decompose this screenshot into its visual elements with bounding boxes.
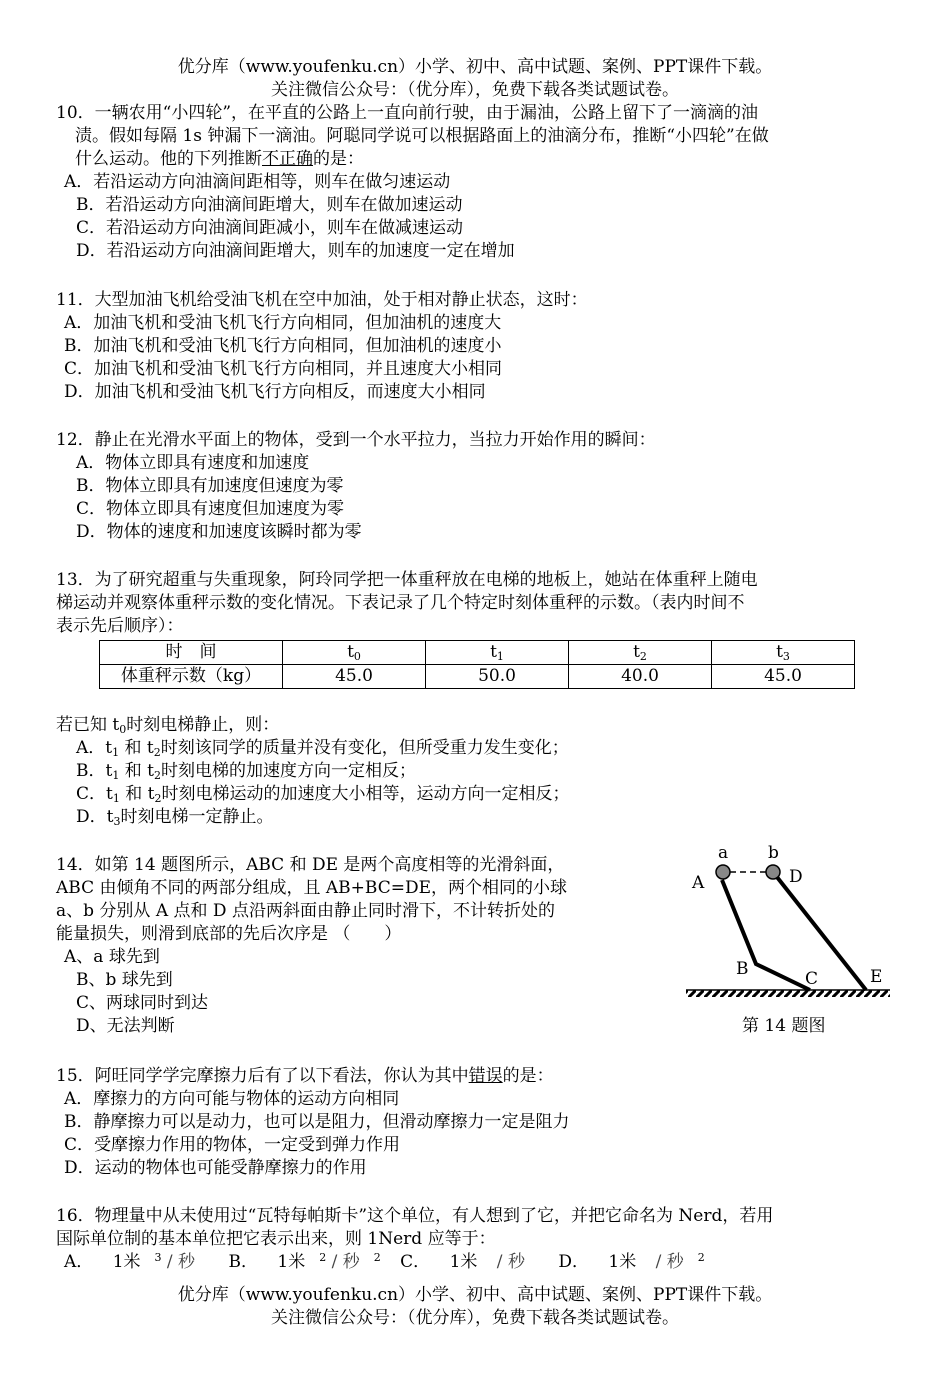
q14-stem-line2: ABC 由倾角不同的两部分组成，且 AB+BC=DE，两个相同的小球 [56, 878, 568, 898]
q13-cond-sub: 0 [119, 723, 127, 736]
t-letter: t [105, 761, 113, 781]
q16-option-a [64, 1252, 209, 1272]
opt-value: 1米 [449, 1252, 478, 1272]
label-b: b [768, 843, 779, 863]
opt-label: B． [76, 761, 106, 781]
question-12-stem: 12．静止在光滑水平面上的物体，受到一个水平拉力，当拉力开始作用的瞬间： [56, 430, 656, 450]
q15-emphasis: 错误 [468, 1066, 503, 1086]
opt-value: 1米 [608, 1252, 637, 1272]
q13-stem-line1: 13．为了研究超重与失重现象，阿玲同学把一体重秤放在电梯的地板上，她站在体重秤上随电 [56, 570, 758, 590]
t-sub: 0 [353, 650, 361, 663]
q11-option-a: A．加油飞机和受油飞机飞行方向相同，但加油机的速度大 [64, 313, 502, 333]
question-11-stem: 11．大型加油飞机给受油飞机在空中加油，处于相对静止状态，这时： [56, 290, 588, 310]
question-16 [56, 1205, 896, 1274]
q16-stem-line1: 16．物理量中从未使用过“瓦特每帕斯卡”这个单位，有人想到了它，并把它命名为 Nerd，若用 [56, 1206, 774, 1226]
t-sub: 2 [154, 792, 162, 805]
q10-stem-text: 什么运动。他的下列推断 [75, 149, 262, 169]
t-sub: 2 [153, 746, 161, 759]
t-letter: t [105, 738, 113, 758]
q14-stem-line3: a、b 分别从 A 点和 D 点沿两斜面由静止同时滑下，不计转折处的 [56, 901, 555, 921]
opt-label: C． [400, 1252, 431, 1272]
table-row-reading [100, 665, 855, 689]
q12-option-d: D．物体的速度和加速度该瞬时都为零 [76, 522, 362, 542]
q10-emphasis: 不正确 [262, 149, 313, 169]
t-sub: 3 [782, 650, 790, 663]
opt-value: 1米 [277, 1252, 306, 1272]
page-footer-line1: 优分库（www.youfenku.cn）小学、初中、高中试题、案例、PPT课件下载。 [177, 1285, 773, 1305]
ball-b [766, 865, 780, 879]
q11-option-c: C．加油飞机和受油飞机飞行方向相同，并且速度大小相同 [64, 359, 503, 379]
ground-hatch [686, 990, 890, 997]
q10-stem-line3 [56, 148, 896, 171]
t-letter: t [633, 642, 640, 662]
opt-unit: / 秒 [161, 1252, 196, 1272]
opt-label: C． [76, 784, 107, 804]
question-12 [56, 429, 896, 544]
q14-stem-line1: 14．如第 14 题图所示，ABC 和 DE 是两个高度相等的光滑斜面， [56, 855, 565, 875]
t-sub: 1 [112, 746, 120, 759]
opt-value: 1米 [112, 1252, 141, 1272]
t-letter: t [490, 642, 497, 662]
table-header-t0 [283, 641, 426, 665]
q10-stem-text-end: 的是： [313, 149, 364, 169]
q14-option-a: A、a 球先到 [64, 947, 160, 967]
table-header-t2 [569, 641, 712, 665]
opt-exponent: 2 [697, 1251, 705, 1264]
table-cell-t1: 50.0 [426, 665, 569, 689]
q10-option-b: B．若沿运动方向油滴间距增大，则车在做加速运动 [76, 195, 463, 215]
t-sub: 2 [153, 769, 161, 782]
label-B: B [736, 959, 749, 979]
q15-option-d: D．运动的物体也可能受静摩擦力的作用 [64, 1158, 367, 1178]
q11-option-b: B．加油飞机和受油飞机飞行方向相同，但加油机的速度小 [64, 336, 502, 356]
label-C: C [805, 969, 819, 989]
q10-stem-line2: 渍。假如每隔 1s 钟漏下一滴油。阿聪同学说可以根据路面上的油滴分布，推断“小四轮”在做 [75, 126, 769, 146]
q13-option-a [56, 737, 896, 760]
q15-stem-text: 15．阿旺同学学完摩擦力后有了以下看法，你认为其中 [56, 1066, 469, 1086]
q13-cond-text-end: 时刻电梯静止，则： [126, 715, 280, 735]
opt-label: B． [228, 1252, 258, 1272]
opt-text: 时刻电梯运动的加速度大小相等，运动方向一定相反； [161, 784, 570, 804]
opt-exponent: 2 [373, 1251, 381, 1264]
scale-reading-table [99, 640, 855, 689]
q14-option-c: C、两球同时到达 [76, 993, 209, 1013]
q16-option-b [228, 1252, 380, 1272]
t-sub: 2 [639, 650, 647, 663]
t-sub: 1 [112, 792, 120, 805]
q13-option-c [56, 783, 896, 806]
table-label-reading: 体重秤示数（kg） [100, 665, 283, 689]
figure-caption: 第 14 题图 [742, 1016, 826, 1036]
and-text: 和 t [119, 761, 154, 781]
t-sub: 1 [112, 769, 120, 782]
q13-option-d [56, 806, 896, 829]
q14-stem-line4: 能量损失，则滑到底部的先后次序是 （ ） [56, 924, 402, 944]
t-sub: 1 [496, 650, 504, 663]
t-letter: t [776, 642, 783, 662]
q16-options [56, 1251, 896, 1274]
opt-label: D． [76, 807, 107, 827]
label-D: D [789, 867, 803, 887]
q13-stem-line2: 梯运动并观察体重秤示数的变化情况。下表记录了几个特定时刻体重秤的示数。（表内时间不 [56, 593, 745, 613]
opt-unit: / 秒 [491, 1252, 525, 1272]
opt-unit: / 秒 [326, 1252, 360, 1272]
q15-option-b: B．静摩擦力可以是动力，也可以是阻力，但滑动摩擦力一定是阻力 [64, 1112, 570, 1132]
t-letter: t [347, 642, 354, 662]
q12-option-c: C．物体立即具有速度但加速度为零 [76, 499, 345, 519]
q15-stem-text-end: 的是： [502, 1066, 554, 1086]
q11-option-d: D．加油飞机和受油飞机飞行方向相反，而速度大小相同 [64, 382, 486, 402]
opt-text: 时刻该同学的质量并没有变化，但所受重力发生变化； [160, 738, 569, 758]
t-sub: 3 [113, 815, 121, 828]
question-13-stem [56, 569, 896, 638]
question-15-stem [56, 1065, 896, 1088]
q16-stem-line2: 国际单位制的基本单位把它表示出来，则 1Nerd 应等于： [56, 1229, 496, 1249]
q13-option-b [56, 760, 896, 783]
q16-option-c [400, 1252, 539, 1272]
opt-text: 时刻电梯的加速度方向一定相反； [160, 761, 416, 781]
page-header-line1: 优分库（www.youfenku.cn）小学、初中、高中试题、案例、PPT课件下载。 [177, 57, 773, 77]
question-14 [56, 854, 656, 1038]
page-header-line2: 关注微信公众号：（优分库），免费下载各类试题试卷。 [271, 80, 679, 100]
and-text: 和 t [119, 738, 154, 758]
opt-unit: / 秒 [650, 1252, 684, 1272]
table-row-time [100, 641, 855, 665]
q13-cond-text: 若已知 t [56, 715, 120, 735]
q14-option-d: D、无法判断 [76, 1016, 175, 1036]
label-a: a [718, 843, 729, 863]
opt-label: A． [64, 1252, 94, 1272]
t-letter: t [106, 784, 113, 804]
q15-option-c: C．受摩擦力作用的物体，一定受到弹力作用 [64, 1135, 401, 1155]
q10-option-a: A．若沿运动方向油滴间距相等，则车在做匀速运动 [64, 172, 451, 192]
question-10-stem [56, 102, 896, 171]
opt-text: 时刻电梯一定静止。 [120, 807, 274, 827]
opt-exponent: 3 [154, 1251, 162, 1264]
table-cell-t0: 45.0 [283, 665, 426, 689]
q16-option-d [558, 1252, 704, 1272]
question-10 [56, 102, 896, 263]
q12-option-a: A．物体立即具有速度和加速度 [76, 453, 310, 473]
opt-label: D． [558, 1252, 589, 1272]
q10-option-c: C．若沿运动方向油滴间距减小，则车在做减速运动 [76, 218, 464, 238]
incline-de [773, 872, 866, 990]
t-letter: t [106, 807, 114, 827]
table-cell-t3: 45.0 [712, 665, 855, 689]
q10-option-d: D．若沿运动方向油滴间距增大，则车的加速度一定在增加 [76, 241, 515, 261]
question-13-condition [56, 714, 896, 829]
table-header-time: 时 间 [100, 641, 283, 665]
q13-stem-line3: 表示先后顺序）： [56, 616, 184, 636]
q14-option-b: B、b 球先到 [76, 970, 173, 990]
opt-label: A． [76, 738, 106, 758]
label-A: A [692, 873, 705, 893]
question-11 [56, 289, 896, 404]
q13-condition-line [56, 714, 896, 737]
question-15 [56, 1065, 896, 1180]
table-header-t1 [426, 641, 569, 665]
table-cell-t2: 40.0 [569, 665, 712, 689]
q10-stem-line1: 10．一辆农用“小四轮”，在平直的公路上一直向前行驶，由于漏油，公路上留下了一滴滴的油 [56, 103, 759, 123]
page-footer-line2: 关注微信公众号：（优分库），免费下载各类试题试卷。 [271, 1308, 679, 1328]
and-text: 和 t [119, 784, 155, 804]
label-E: E [870, 967, 883, 987]
table-header-t3 [712, 641, 855, 665]
q12-option-b: B．物体立即具有加速度但速度为零 [76, 476, 344, 496]
q15-option-a: A．摩擦力的方向可能与物体的运动方向相同 [64, 1089, 400, 1109]
question-13 [56, 569, 896, 638]
ball-a [716, 865, 730, 879]
opt-exponent: 2 [319, 1251, 327, 1264]
